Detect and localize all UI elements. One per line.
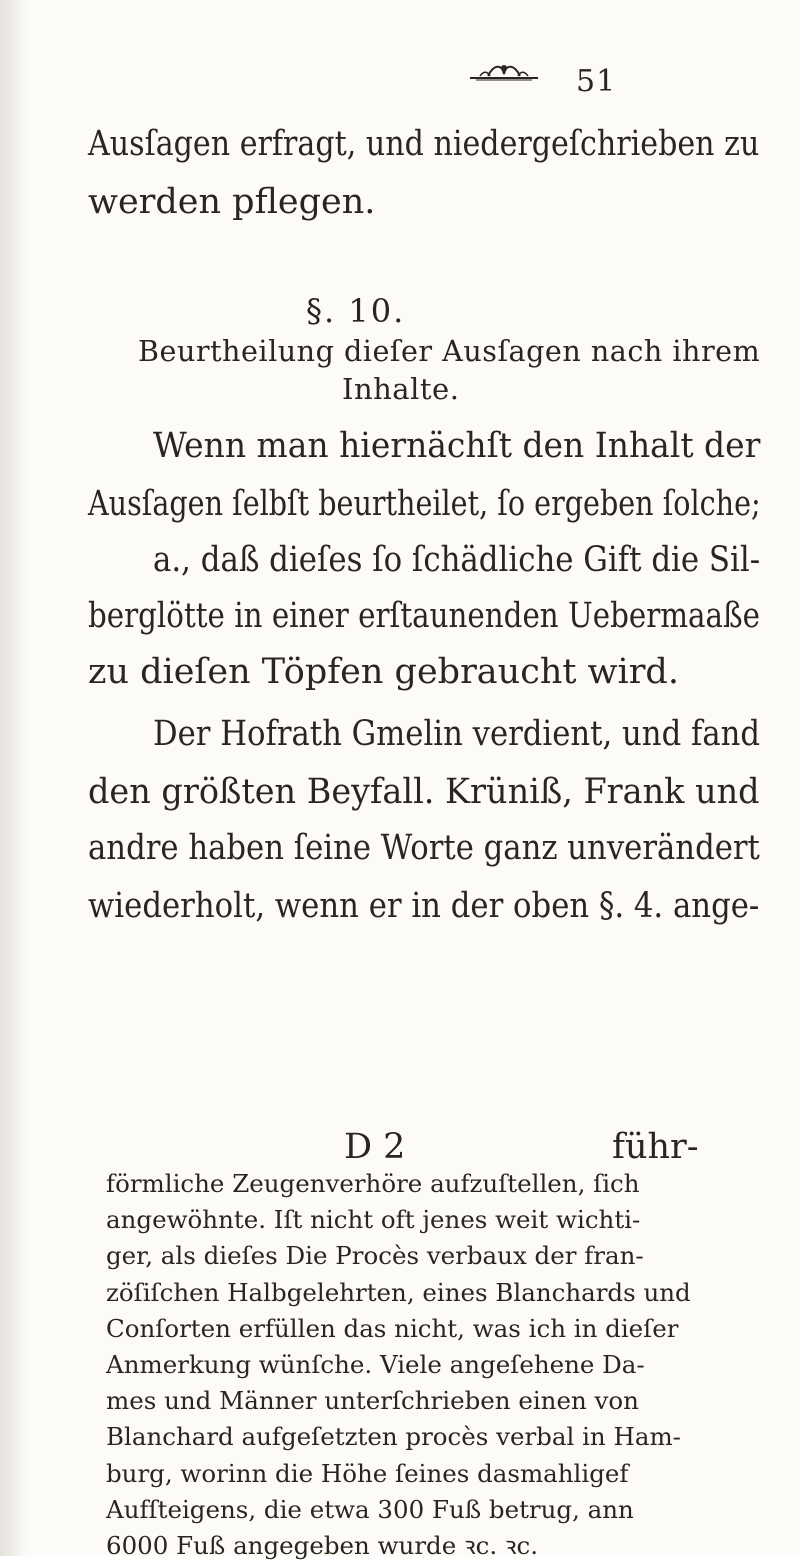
- footnote-line: förmliche Zeugenverhöre aufzuſtellen, ſich: [106, 1169, 640, 1198]
- body-line: Wenn man hiernächſt den Inhalt der: [153, 426, 761, 466]
- body-line: zu dieſen Töpfen gebraucht wird.: [88, 652, 679, 692]
- body-line: andre haben ſeine Worte ganz unverändert: [88, 828, 760, 868]
- body-line: Ausſagen erfragt, und niedergeſchrieben zu: [88, 124, 760, 164]
- catchword: führ-: [612, 1127, 699, 1167]
- footnote-line: angewöhnte. Iſt nicht oft jenes weit wichti-: [106, 1205, 641, 1235]
- body-line: a., daß dieſes ſo ſchädliche Gift die Sil-: [153, 540, 761, 580]
- body-line: werden pflegen.: [88, 182, 376, 222]
- signature-mark: D 2: [344, 1127, 406, 1167]
- footnote-line: burg, worinn die Höhe ſeines dasmahligef: [106, 1458, 629, 1488]
- section-title: Beurtheilung dieſer Ausſagen nach ihrem: [138, 334, 761, 368]
- footnote-line: ger, als dieſes Die Procès verbaux der fran-: [106, 1241, 644, 1271]
- footnote-line: Anmerkung wünſche. Viele angeſehene Da-: [106, 1350, 645, 1379]
- body-line: Der Hofrath Gmelin verdient, und fand: [153, 714, 761, 754]
- footnote-line: zöſiſchen Halbgelehrten, eines Blanchards und: [106, 1277, 691, 1307]
- footnote-line: Blanchard aufgeſetzten procès verbal in Ham-: [106, 1422, 681, 1452]
- section-title-cont: Inhalte.: [342, 372, 460, 406]
- footnote-line: mes und Männer unterſchrieben einen von: [106, 1386, 639, 1416]
- binding-shadow: [0, 0, 28, 1556]
- body-line: den größten Beyfall. Krüniß, Frank und: [88, 772, 760, 812]
- printer-ornament-icon: [468, 60, 540, 86]
- body-line: berglötte in einer erſtaunenden Uebermaaße: [88, 596, 760, 636]
- body-line: wiederholt, wenn er in der oben §. 4. ange-: [88, 886, 760, 926]
- footnote-line: Aufſteigens, die etwa 300 Fuß betrug, ann: [106, 1494, 634, 1524]
- footnote-line: Conſorten erfüllen das nicht, was ich in dieſer: [106, 1313, 679, 1343]
- page-number: 51: [576, 64, 617, 99]
- body-line: Ausſagen ſelbſt beurtheilet, ſo ergeben ſolche;: [88, 484, 761, 524]
- section-number: §. 10.: [306, 292, 406, 330]
- footnote-line: 6000 Fuß angegeben wurde ꝛc. ꝛc.: [106, 1531, 539, 1560]
